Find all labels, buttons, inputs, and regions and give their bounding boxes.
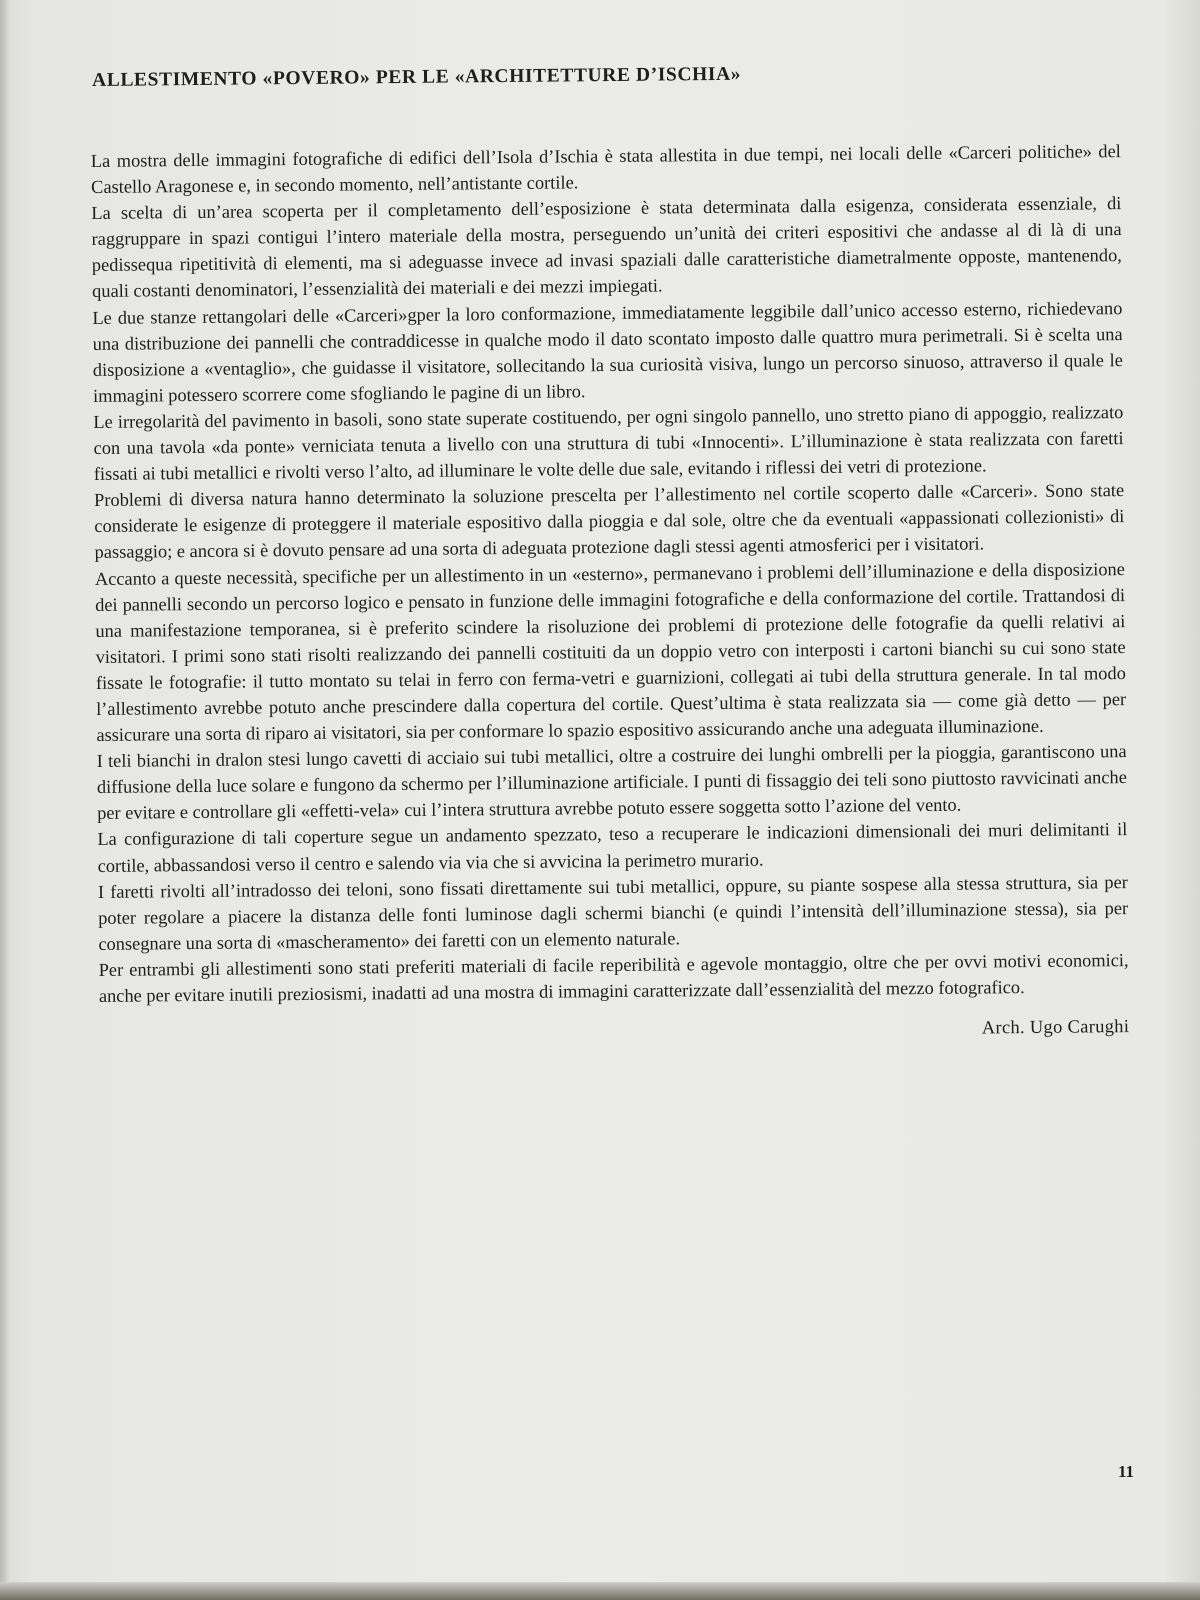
paragraph: La configurazione di tali coperture segue un andamento spezzato, teso a recuperare le indicazioni dimensionali dei muri delimitanti il cortile, abbassandosi verso il centro e salendo via via che si avvicina la perimetro murario.: [97, 819, 1128, 876]
page-gutter-shadow: [0, 0, 10, 1600]
paragraph: I teli bianchi in dralon stesi lungo cavetti di acciaio sui tubi metallici, oltre a costruire dei lunghi ombrelli per la pioggia, garantiscono una diffusione della luce solare e fungono da schermo per l’illuminazione artificiale. I punti di fissaggio dei teli sono piuttosto ravvicinati anche per evitare e controllare gli «effetti-vela» cui l’intera struttura avrebbe potuto essere soggetta sotto l’azione del vento.: [96, 741, 1127, 824]
author-signature: Arch. Ugo Carughi: [981, 1017, 1130, 1039]
page-number: 11: [1118, 1462, 1135, 1481]
page-bottom-edge: [0, 1582, 1200, 1600]
paragraph: Per entrambi gli allestimenti sono stati preferiti materiali di facile reperibilità e agevole montaggio, oltre che per ovvi motivi economici, anche per evitare inutili preziosismi, inadatti ad una mostra di immagini caratterizzate dall’essenzialità del mezzo fotografico.: [98, 949, 1129, 1006]
article-title: ALLESTIMENTO «POVERO» PER LE «ARCHITETTURE D’ISCHIA»: [91, 63, 742, 91]
paragraph: La scelta di un’area scoperta per il completamento dell’esposizione è stata determinata dalla esigenza, considerata essenziale, di raggruppare in spazi contigui l’intero materiale della mostra, perseguendo un’unità dei criteri espositivi che andasse al di là di una pedissequa ripetitività di elementi, ma si adeguasse invece ad invasi spaziali dalle caratteristiche diametralmente opposte, mantenendo, quali costanti denominatori, l’essenzialità dei materiali e dei mezzi impiegati.: [91, 193, 1122, 302]
paragraph: Problemi di diversa natura hanno determinato la soluzione prescelta per l’allestimento nel cortile scoperto dalle «Carceri». Sono state considerate le esigenze di proteggere il materiale espositivo dalla pioggia e dal sole, oltre che da eventuali «appassionati collezionisti» di passaggio; e ancora si è dovuto pensare ad una sorta di adeguata protezione dagli stessi agenti atmosferici per i visitatori.: [94, 480, 1125, 563]
paragraph: La mostra delle immagini fotografiche di edifici dell’Isola d’Ischia è stata allestita in due tempi, nei locali delle «Carceri politiche» del Castello Aragonese e, in secondo momento, nell’antistante cortile.: [90, 141, 1121, 198]
article: [90, 60, 1129, 1048]
paragraph: I faretti rivolti all’intradosso dei teloni, sono fissati direttamente sui tubi metallici, oppure, su piante sospese alla stessa struttura, sia per poter regolare a piacere la distanza delle fonti luminose dagli schermi bianchi (e quindi l’intensità dell’illuminazione stessa), sia per consegnare una sorta di «mascheramento» dei faretti con un elemento naturale.: [97, 871, 1129, 954]
paragraph: Le irregolarità del pavimento in basoli, sono state superate costituendo, per ogni singolo pannello, uno stretto piano di appoggio, realizzato con una tavola «da ponte» verniciata tenuta a livello con una struttura di tubi «Innocenti». L’illuminazione è stata realizzata con faretti fissati ai tubi metallici e rivolti verso l’alto, ad illuminare le volte delle due sale, evitando i riflessi dei vetri di protezione.: [93, 402, 1124, 485]
paragraph: Le due stanze rettangolari delle «Carceri»gper la loro conformazione, immediatamente leggibile dall’unico accesso esterno, richiedevano una distribuzione dei pannelli che contraddicesse in qualche modo il dato scontato imposto dalle quattro mura perimetrali. Si è scelta una disposizione a «ventaglio», che guidasse il visitatore, sollecitando la sua curiosità visiva, lungo un percorso sinuoso, attraverso il quale le immagini potessero scorrere come sfogliando le pagine di un libro.: [92, 297, 1123, 406]
paragraph: Accanto a queste necessità, specifiche per un allestimento in un «esterno», permanevano i problemi dell’illuminazione e della disposizione dei pannelli secondo un percorso logico e pensato in funzione delle immagini fotografiche e della conformazione del cortile. Trattandosi di una manifestazione temporanea, si è preferito scindere la risoluzione dei problemi di protezione delle fotografie da quelli relativi ai visitatori. I primi sono stati risolti realizzando dei pannelli costituiti da un doppio vetro con interposti i cartoni bianchi su cui sono state fissate le fotografie: il tutto montato su telai in ferro con ferma-vetri e guarnizioni, collegati ai tubi della struttura generale. In tal modo l’allestimento avrebbe potuto anche prescindere dalla copertura del cortile. Quest’ultima è stata realizzata sia — come già detto — per assicurare una sorta di riparo ai visitatori, sia per conformare lo spazio espositivo assicurando anche una adeguata illuminazione.: [94, 558, 1127, 746]
